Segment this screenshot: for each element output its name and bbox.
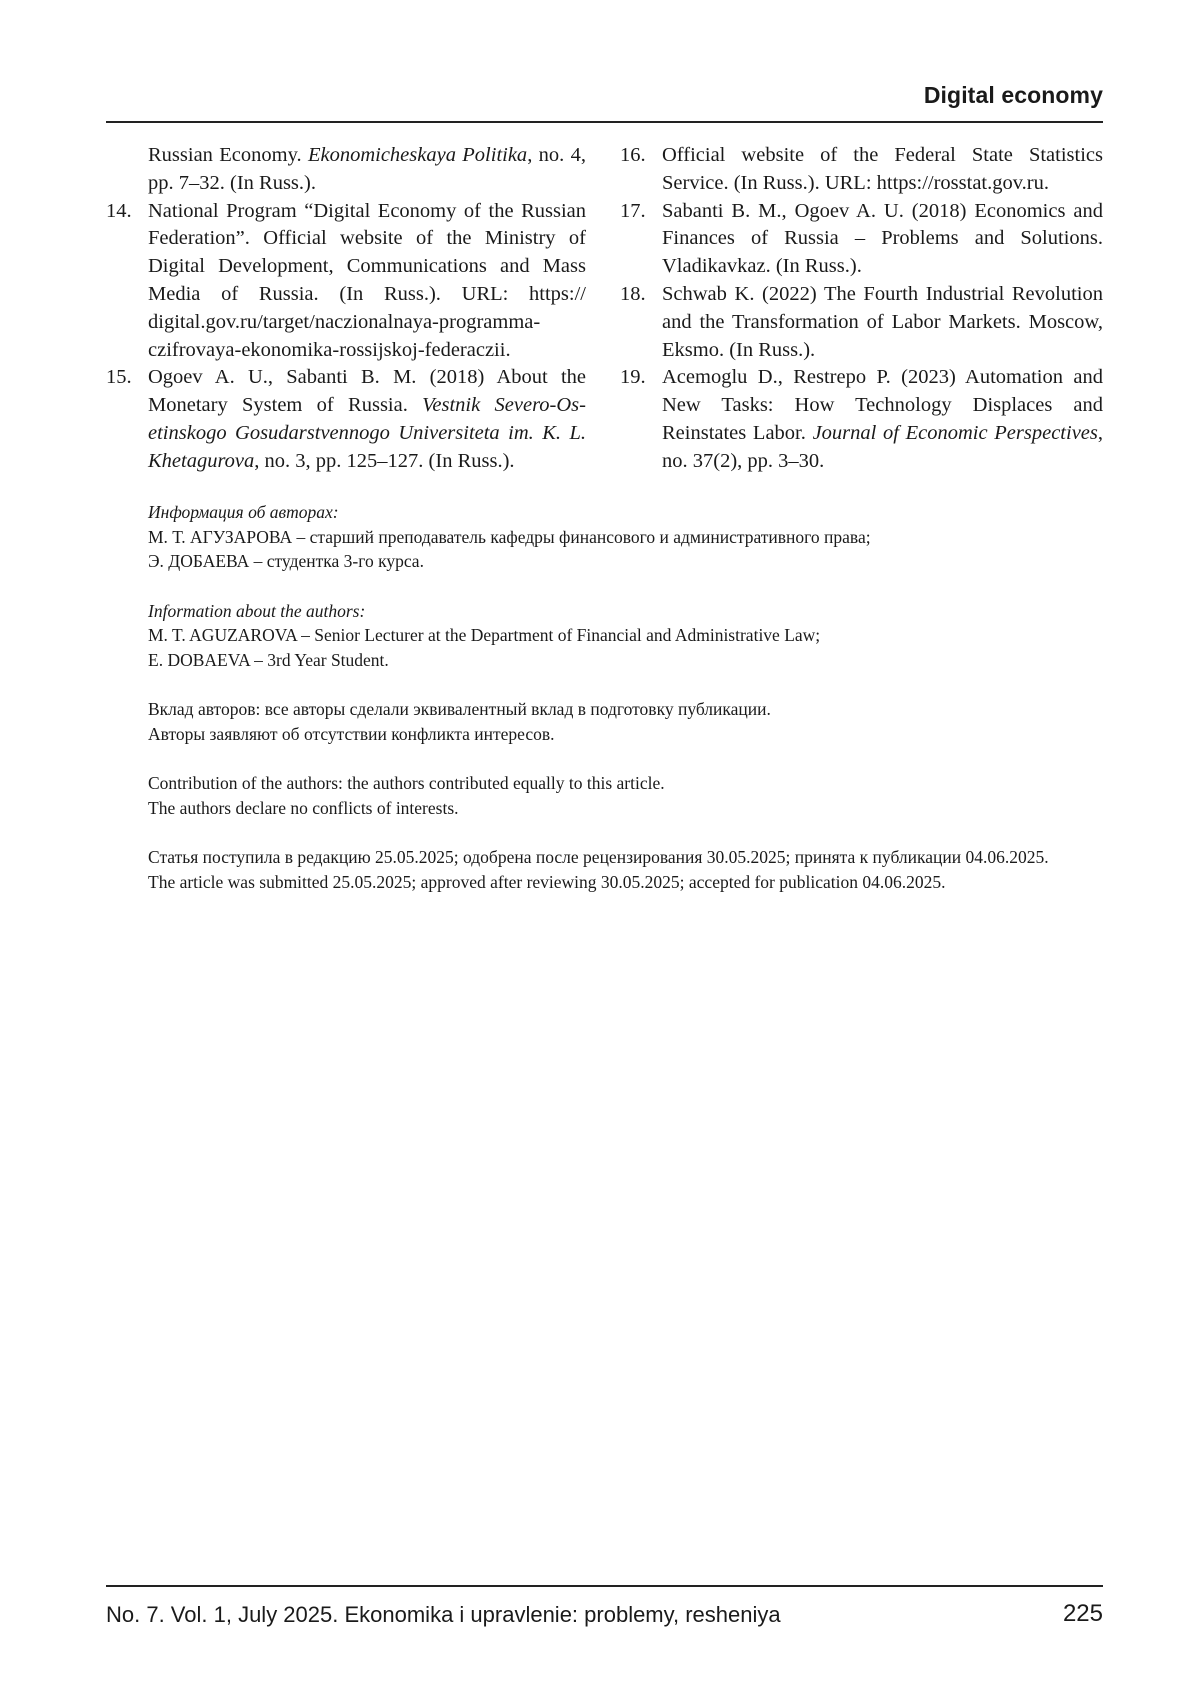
contribution-ru [148, 697, 1103, 746]
reference-item [106, 364, 586, 475]
reference-text-part: , no. 37(2), pp. 3–30. [662, 421, 1103, 472]
reference-text-part: Acemoglu D., Restrepo P. (2023) Automation and New Tasks: How Technology Displaces and Reinstates Labor. [662, 366, 1103, 444]
authors-heading-ru: Информация об авторах: [148, 502, 339, 522]
reference-item [620, 364, 1103, 475]
conflict-line: The authors declare no conflicts of interests. [148, 797, 459, 818]
reference-number: 16. [620, 144, 646, 166]
reference-text-part: , no. 3, pp. 125–127. (In Russ.). [254, 449, 515, 472]
author-line: M. T. AGUZAROVA – Senior Lecturer at the Department of Financial and Administrative Law; [148, 625, 821, 645]
authors-info-ru [148, 500, 1103, 574]
page-number: 225 [1062, 1600, 1103, 1627]
conflict-line: Авторы заявляют об отсутствии конфликта интересов. [148, 723, 555, 744]
submission-line-en: The article was submitted 25.05.2025; approved after reviewing 30.05.2025; accepted for publication 04.06.2025. [148, 871, 946, 892]
author-line: Э. ДОБАЕВА – студентка 3-го курса. [148, 551, 424, 571]
contribution-en [148, 771, 1103, 820]
references-left-column [106, 142, 586, 476]
reference-text [148, 198, 586, 365]
reference-text-part: National Program “Digital Economy of the Russian Federation”. Official website of the Ministry of Digital Development, Communications and Mass Media of Russia. (In Russ.). URL: https://​digital.gov.ru/target/naczionalnaya-programma-czifrovaya-ekonomika-rossijskoj-federaczii. [148, 199, 586, 361]
reference-item [620, 281, 1103, 364]
reference-text [662, 364, 1103, 475]
reference-source-italic: Vestnik Severo-Osetinskogo Gosudarstvennogo Universiteta im. K. L. Khetagurova [148, 394, 586, 472]
footer-journal-info: No. 7. Vol. 1, July 2025. Ekonomika i upravlenie: problemy, resheniya [106, 1602, 781, 1627]
reference-text-part: , no. 4, pp. 7–32. (In Russ.). [148, 144, 586, 194]
submission-line-ru: Статья поступила в редакцию 25.05.2025; одобрена после рецензирования 30.05.2025; принята к публикации 04.06.2025. [148, 847, 1049, 867]
reference-text [148, 364, 586, 475]
reference-item [106, 198, 586, 365]
running-header-title: Digital economy [923, 82, 1103, 108]
reference-text-part: Ogoev A. U., Sabanti B. M. (2018) About the Monetary System of Russia. [148, 366, 586, 417]
authors-info-en [148, 599, 1103, 673]
contribution-line: Contribution of the authors: the authors contributed equally to this article. [148, 773, 665, 793]
author-line: М. Т. АГУЗАРОВА – старший преподаватель кафедры финансового и административного права; [148, 526, 871, 547]
authors-heading-en: Information about the authors: [148, 600, 366, 621]
author-line: E. DOBAEVA – 3rd Year Student. [148, 649, 389, 670]
reference-text [662, 198, 1103, 281]
reference-item [620, 198, 1103, 281]
reference-text [662, 281, 1103, 364]
reference-number: 17. [620, 199, 646, 222]
reference-text-part: Sabanti B. M., Ogoev A. U. (2018) Economics and Finances of Russia – Problems and Solutions. Vladikavkaz. (In Russ.). [662, 199, 1103, 278]
reference-number: 19. [620, 366, 646, 389]
header-divider [106, 121, 1103, 123]
references-right-column [620, 142, 1103, 476]
reference-number: 18. [620, 282, 646, 305]
article-information [148, 500, 1103, 919]
reference-text [148, 142, 586, 198]
reference-item [106, 142, 586, 198]
submission-dates [148, 845, 1103, 894]
reference-number: 15. [106, 366, 132, 389]
reference-number: 14. [106, 199, 132, 222]
reference-text-part: Russian Economy. [148, 144, 308, 166]
reference-item [620, 142, 1103, 198]
reference-source-italic: Ekonomicheskaya Politika [307, 144, 528, 166]
footer-divider [106, 1585, 1103, 1587]
reference-source-italic: Journal of Economic Perspectives [812, 421, 1098, 444]
reference-text-part: Schwab K. (2022) The Fourth Industrial Revolution and the Transformation of Labor Markets. Moscow, Eksmo. (In Russ.). [662, 282, 1103, 361]
contribution-line: Вклад авторов: все авторы сделали эквивалентный вклад в подготовку публикации. [148, 699, 771, 719]
reference-text-part: Official website of the Federal State Statistics Service. (In Russ.). URL: https://rosstat.gov.ru. [662, 144, 1103, 194]
reference-text [662, 142, 1103, 198]
